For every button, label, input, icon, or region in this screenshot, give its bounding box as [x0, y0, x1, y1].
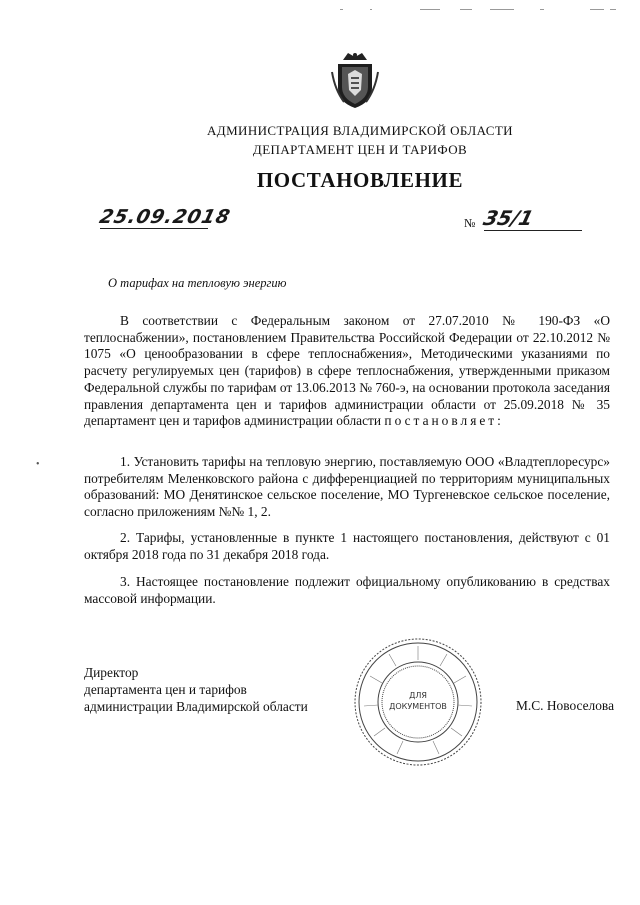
preamble-resolves: постановляет:	[384, 413, 504, 429]
document-date	[97, 206, 233, 232]
clause-1: 1. Установить тарифы на тепловую энергию, поставляемую ООО «Владтеплоресурс» потребителям Меленковского района с дифференциацией по территориям муниципальных образований: МО Денятинское сельское поселение, МО Тургеневское сельское поселение, согласно приложениям №№ 1, 2.	[84, 454, 610, 520]
signatory-line-1: Директор	[84, 665, 139, 680]
signatory-line-3: администрации Владимирской области	[84, 699, 308, 714]
document-title: ПОСТАНОВЛЕНИЕ	[256, 168, 464, 192]
number-value: 35/1	[481, 206, 537, 230]
scan-artifact-dots	[340, 6, 620, 14]
preamble-paragraph	[84, 313, 610, 430]
date-underline	[100, 228, 208, 229]
signatory-name: М.С. Новоселова	[516, 698, 615, 713]
organization-line-1: АДМИНИСТРАЦИЯ ВЛАДИМИРСКОЙ ОБЛАСТИ	[207, 123, 513, 138]
organization-line-2: ДЕПАРТАМЕНТ ЦЕН И ТАРИФОВ	[252, 142, 468, 157]
document-subject: О тарифах на тепловую энергию	[108, 276, 287, 290]
signatory-position	[84, 664, 308, 715]
official-seal-stamp	[352, 636, 484, 768]
signatory-line-2: департамента цен и тарифов	[84, 682, 247, 697]
number-sign: №	[464, 216, 476, 230]
clause-3: 3. Настоящее постановление подлежит официальному опубликованию в средствах массовой информации.	[84, 574, 610, 606]
clause-2: 2. Тарифы, установленные в пункте 1 настоящего постановления, действуют с 01 октября 2018 года по 31 декабря 2018 года.	[84, 530, 610, 562]
coat-of-arms-icon	[330, 50, 380, 110]
preamble-text: В соответствии с Федеральным законом от 27.07.2010 № 190-ФЗ «О теплоснабжении», постановлением Правительства Российской Федерации от 22.10.2012 № 1075 «О ценообразовании в сфере теплоснабжения», Методическими указаниями по расчету регулируемых цен (тарифов) в сфере теплоснабжения, утвержденными приказом Федеральной службы по тарифам от 13.06.2013 № 760-э, на основании протокола заседания правления департамента цен и тарифов администрации области от 25.09.2018 № 35 департамент цен и тарифов администрации области	[84, 313, 610, 429]
margin-mark: •	[36, 459, 40, 470]
stamp-center-line-2: ДОКУМЕНТОВ	[389, 702, 447, 711]
document-number	[464, 208, 584, 234]
number-underline	[484, 230, 582, 231]
date-value: 25.09.2018	[97, 206, 233, 228]
stamp-center-line-1: ДЛЯ	[409, 691, 427, 700]
